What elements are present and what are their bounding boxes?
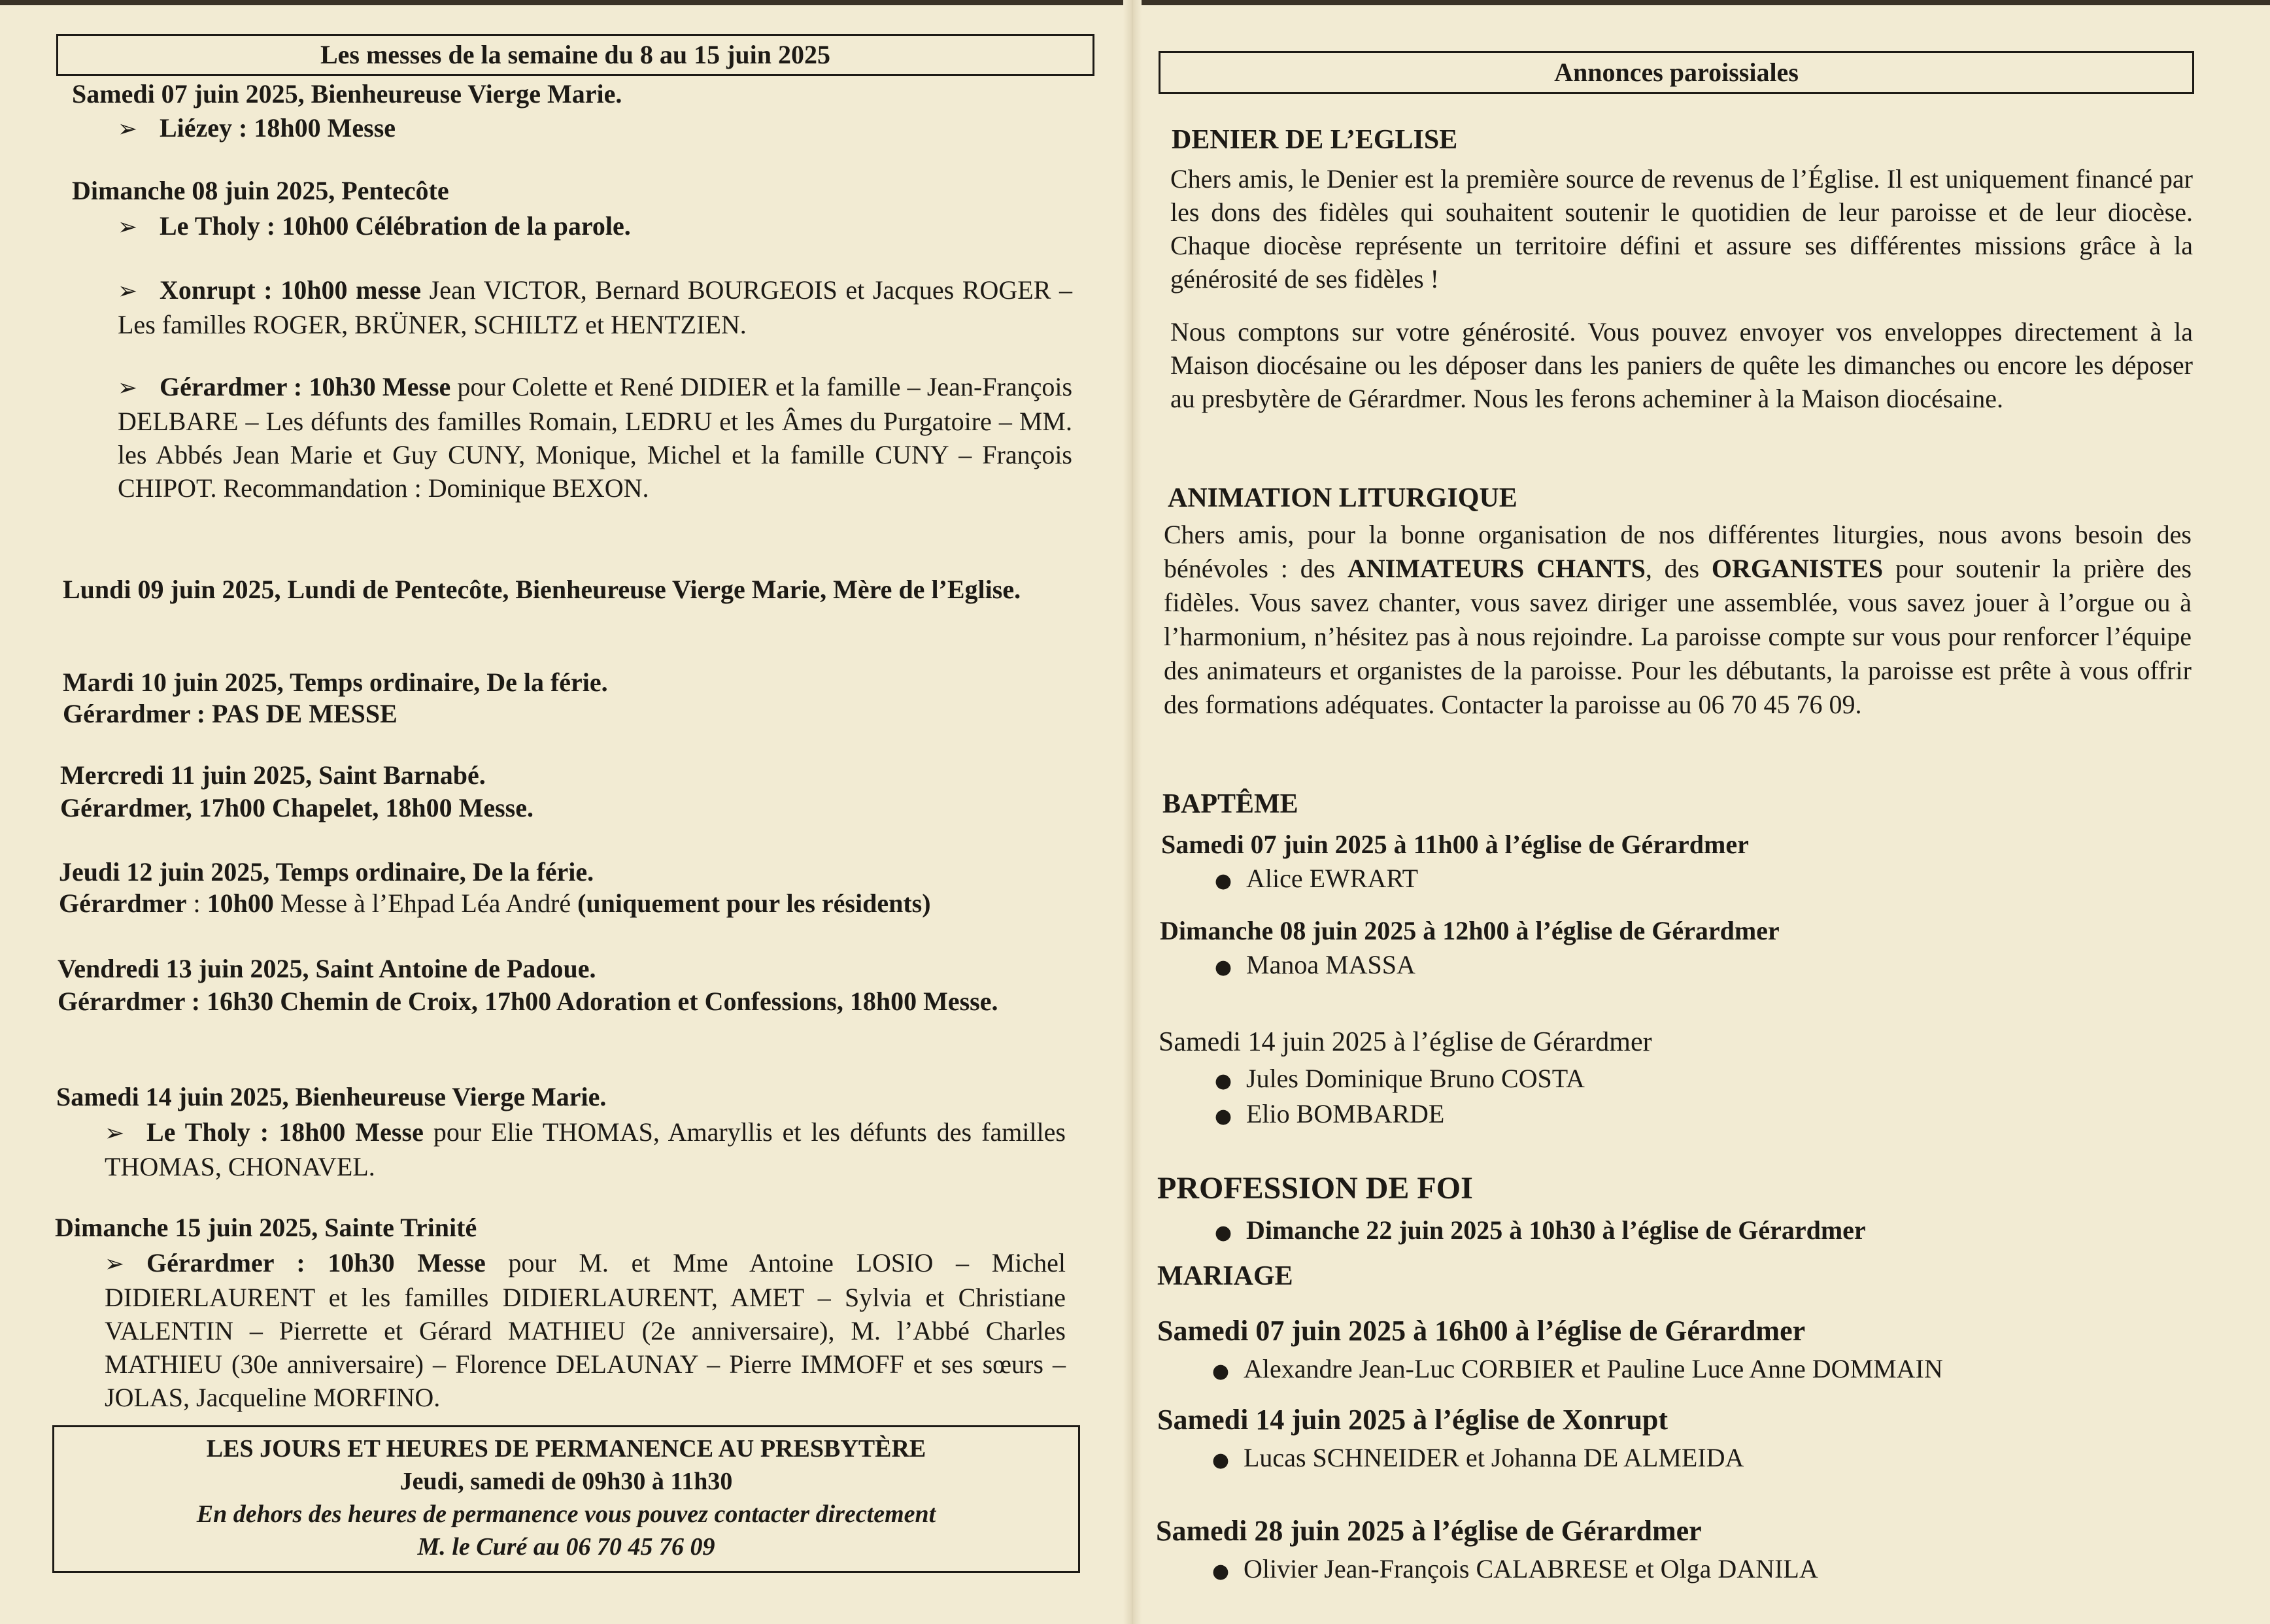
dot-bullet-icon: ● [1214, 1221, 1232, 1244]
section-title-denier: DENIER DE L’EGLISE [1172, 125, 1458, 155]
day-heading: Dimanche 15 juin 2025, Sainte Trinité [55, 1213, 477, 1242]
permanence-contact: M. le Curé au 06 70 45 76 09 [417, 1533, 715, 1561]
event-date: Samedi 28 juin 2025 à l’église de Gérardmer [1156, 1515, 1702, 1547]
masses-header: Les messes de la semaine du 8 au 15 juin 2025 [56, 34, 1094, 76]
announcements-header: Annonces paroissiales [1159, 51, 2194, 94]
mass-item: ➢ Gérardmer : 10h30 Messe pour M. et Mme Antoine LOSIO – Michel DIDIERLAURENT et les familles DIDIERLAURENT, AMET – Sylvia et Christiane VALENTIN – Pierrette et Gérard MATHIEU (2e anniversaire), M. l’Abbé Charles MATHIEU (30e anniversaire) – Florence DELAUNAY – Pierre IMMOFF et ses sœurs – JOLAS, Jacqueline MORFINO. [105, 1248, 1066, 1412]
arrow-bullet-icon: ➢ [105, 1120, 125, 1147]
day-heading: Mardi 10 juin 2025, Temps ordinaire, De la férie. [63, 668, 608, 697]
denier-paragraph: Chers amis, le Denier est la première source de revenus de l’Église. Il est uniquement financé par les dons des fidèles qui souhaitent soutenir le quotidien de leur paroisse et de leur diocèse. Chaque diocèse représente un territoire défini et assure ses différentes missions grâce à la générosité de ses fidèles ! [1170, 164, 2193, 294]
dot-bullet-icon: ● [1211, 1360, 1230, 1383]
day-heading: Vendredi 13 juin 2025, Saint Antoine de Padoue. [58, 954, 596, 983]
section-title-profession: PROFESSION DE FOI [1157, 1171, 1473, 1206]
denier-paragraph: Nous comptons sur votre générosité. Vous pouvez envoyer vos enveloppes directement à la Maison diocésaine ou les déposer dans les paniers de quête les dimanches ou encore les déposer au presbytère de Gérardmer. Nous les ferons acheminer à la Maison diocésaine. [1170, 317, 2193, 413]
mass-item: ➢ Gérardmer : 10h30 Messe pour Colette et René DIDIER et la famille – Jean-François DELBARE – Les défunts des familles Romain, LEDRU et les Âmes du Purgatoire – MM. les Abbés Jean Marie et Guy CUNY, Monique, Michel et la famille CUNY – François CHIPOT. Recommandation : Dominique BEXON. [118, 372, 1073, 503]
day-heading: Lundi 09 juin 2025, Lundi de Pentecôte, Bienheureuse Vierge Marie, Mère de l’Eglise. [63, 575, 1021, 604]
arrow-bullet-icon: ➢ [118, 278, 138, 305]
list-item: ● Olivier Jean-François CALABRESE et Olga DANILA [1198, 1553, 1818, 1584]
mass-item: ➢ Le Tholy : 10h00 Célébration de la parole. [118, 211, 631, 241]
mass-line: Gérardmer : PAS DE MESSE [63, 699, 398, 728]
page-fold [1123, 0, 1142, 1624]
dot-bullet-icon: ● [1214, 870, 1232, 892]
mass-item: ➢ Xonrupt : 10h00 messe Jean VICTOR, Bernard BOURGEOIS et Jacques ROGER – Les familles ROGER, BRÜNER, SCHILTZ et HENTZIEN. [118, 275, 1073, 339]
permanence-hours: Jeudi, samedi de 09h30 à 11h30 [399, 1468, 733, 1495]
list-item: ● Lucas SCHNEIDER et Johanna DE ALMEIDA [1198, 1442, 1744, 1473]
dot-bullet-icon: ● [1214, 1070, 1232, 1092]
mass-line: Gérardmer : 10h00 Messe à l’Ehpad Léa André (uniquement pour les résidents) [59, 888, 931, 918]
animation-paragraph: Chers amis, pour la bonne organisation de nos différentes liturgies, nous avons besoin des bénévoles : des ANIMATEURS CHANTS, des ORGANISTES pour soutenir la prière des fidèles. Vous savez chanter, vous savez diriger une assemblée, vous savez jouer à l’orgue ou à l’harmonium, n’hésitez pas à nous rejoindre. La paroisse compte sur vous pour renforcer l’équipe des animateurs et organistes de la paroisse. Pour les débutants, la paroisse est prête à vous offrir des formations adéquates. Contacter la paroisse au 06 70 45 76 09. [1164, 520, 2192, 719]
event-date: Samedi 07 juin 2025 à 11h00 à l’église de Gérardmer [1161, 830, 1749, 859]
list-item: ● Elio BOMBARDE [1200, 1098, 1444, 1129]
dot-bullet-icon: ● [1214, 956, 1232, 979]
list-item: ● Alexandre Jean-Luc CORBIER et Pauline Luce Anne DOMMAIN [1198, 1353, 1943, 1384]
arrow-bullet-icon: ➢ [118, 116, 138, 143]
permanence-title: LES JOURS ET HEURES DE PERMANENCE AU PRESBYTÈRE [206, 1435, 926, 1463]
event-date: Samedi 07 juin 2025 à 16h00 à l’église de Gérardmer [1157, 1315, 1806, 1347]
dot-bullet-icon: ● [1214, 1105, 1232, 1128]
dot-bullet-icon: ● [1211, 1449, 1230, 1472]
list-item: ● Manoa MASSA [1200, 949, 1415, 980]
list-item: ● Dimanche 22 juin 2025 à 10h30 à l’église de Gérardmer [1200, 1215, 1866, 1245]
arrow-bullet-icon: ➢ [118, 375, 138, 401]
list-item: ● Alice EWRART [1200, 863, 1418, 894]
section-title-animation: ANIMATION LITURGIQUE [1168, 483, 1517, 513]
mass-item: ➢ Le Tholy : 18h00 Messe pour Elie THOMAS, Amaryllis et les défunts des familles THOMAS, CHONAVEL. [105, 1117, 1066, 1181]
permanence-box [52, 1425, 1080, 1573]
list-item: ● Jules Dominique Bruno COSTA [1200, 1063, 1585, 1094]
day-heading: Dimanche 08 juin 2025, Pentecôte [72, 176, 449, 205]
day-heading: Samedi 07 juin 2025, Bienheureuse Vierge Marie. [72, 79, 622, 109]
dot-bullet-icon: ● [1211, 1560, 1230, 1583]
arrow-bullet-icon: ➢ [118, 214, 138, 241]
event-date: Samedi 14 juin 2025 à l’église de Xonrupt [1157, 1404, 1669, 1436]
day-heading: Jeudi 12 juin 2025, Temps ordinaire, De la férie. [59, 857, 594, 887]
mass-item: ➢ Liézey : 18h00 Messe [118, 113, 396, 143]
permanence-note: En dehors des heures de permanence vous pouvez contacter directement [196, 1500, 936, 1528]
section-title-bapteme: BAPTÊME [1162, 789, 1298, 819]
event-date: Samedi 14 juin 2025 à l’église de Gérardmer [1159, 1027, 1652, 1057]
day-heading: Mercredi 11 juin 2025, Saint Barnabé. [60, 760, 486, 790]
arrow-bullet-icon: ➢ [105, 1251, 125, 1277]
mass-line: Gérardmer, 17h00 Chapelet, 18h00 Messe. [60, 793, 534, 822]
section-title-mariage: MARIAGE [1157, 1261, 1293, 1291]
day-heading: Samedi 14 juin 2025, Bienheureuse Vierge Marie. [56, 1082, 607, 1111]
mass-line: Gérardmer : 16h30 Chemin de Croix, 17h00 Adoration et Confessions, 18h00 Messe. [58, 987, 998, 1016]
event-date: Dimanche 08 juin 2025 à 12h00 à l’église de Gérardmer [1160, 916, 1780, 945]
